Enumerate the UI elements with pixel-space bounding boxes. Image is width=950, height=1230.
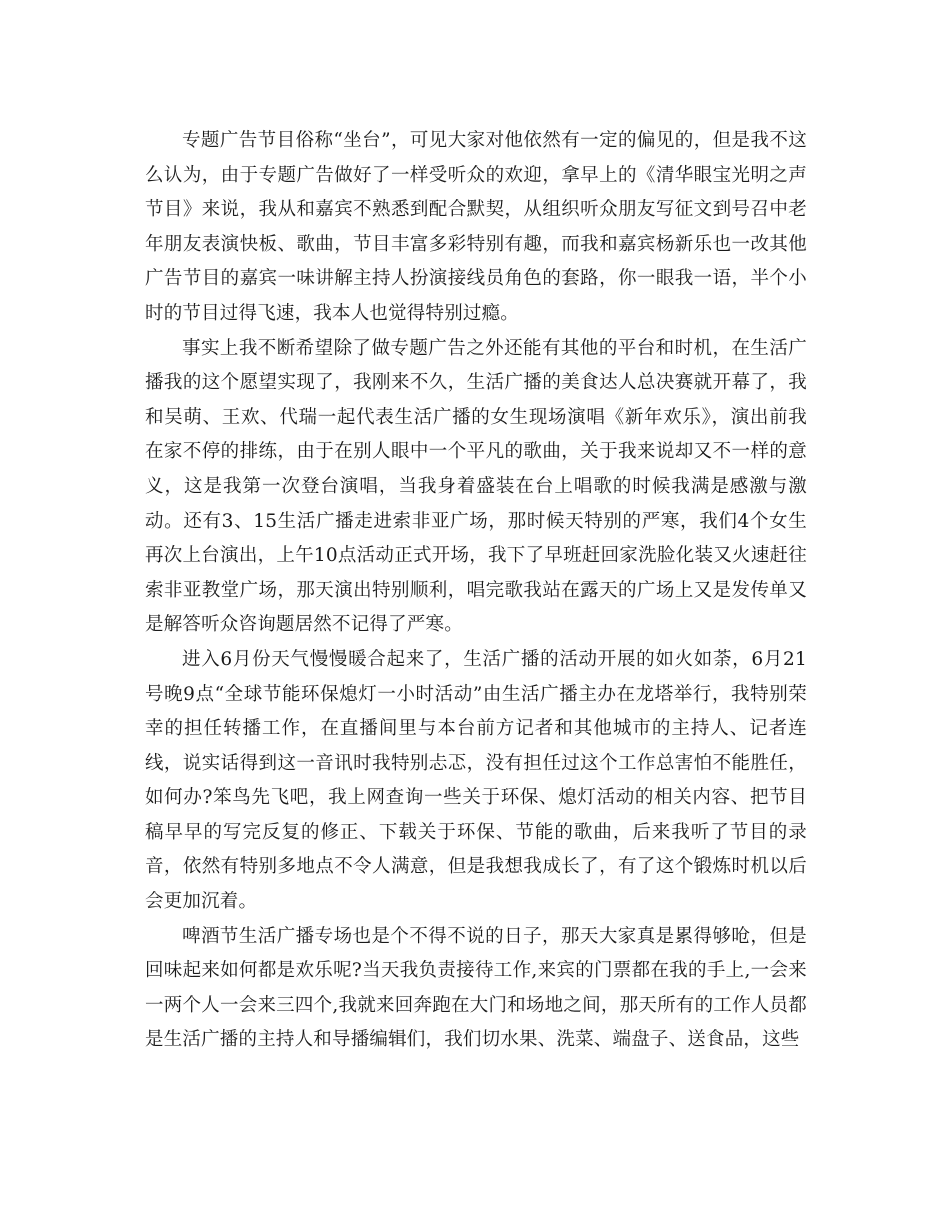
paragraph-1: 专题广告节目俗称“坐台”，可见大家对他依然有一定的偏见的，但是我不这么认为，由于专题广告做好了一样受听众的欢迎，拿早上的《清华眼宝光明之声节目》来说，我从和嘉宾不熟悉到配合默契，从组织听众朋友写征文到号召中老年朋友表演快板、歌曲，节目丰富多彩特别有趣，而我和嘉宾杨新乐也一改其他广告节目的嘉宾一味讲解主持人扮演接线员角色的套路，你一眼我一语，半个小时的节目过得飞速，我本人也觉得特别过瘾。 [145,130,807,324]
paragraph-4: 啤酒节生活广播专场也是个不得不说的日子，那天大家真是累得够呛，但是回味起来如何都是欢乐呢?当天我负责接待工作,来宾的门票都在我的手上,一会来一两个人一会来三四个,我就来回奔跑在大门和场地之间，那天所有的工作人员都是生活广播的主持人和导播编辑们，我们切水果、洗菜、端盘子、送食品，这些 [145,925,807,1051]
paragraph-3: 进入6月份天气慢慢暖合起来了，生活广播的活动开展的如火如荼，6月21号晚9点“全球节能环保熄灯一小时活动”由生活广播主办在龙塔举行，我特别荣幸的担任转播工作，在直播间里与本台前方记者和其他城市的主持人、记者连线，说实话得到这一音讯时我特别忐忑，没有担任过这个工作总害怕不能胜任，如何办?笨鸟先飞吧，我上网查询一些关于环保、熄灯活动的相关内容、把节目稿早早的写完反复的修正、下载关于环保、节能的歌曲，后来我听了节目的录音，依然有特别多地点不令人满意，但是我想我成长了，有了这个锻炼时机以后会更加沉着。 [145,648,807,913]
paragraph-2: 事实上我不断希望除了做专题广告之外还能有其他的平台和时机，在生活广播我的这个愿望实现了，我刚来不久，生活广播的美食达人总决赛就开幕了，我和吴萌、王欢、代瑞一起代表生活广播的女生现场演唱《新年欢乐》，演出前我在家不停的排练，由于在别人眼中一个平凡的歌曲，关于我来说却又不一样的意义，这是我第一次登台演唱，当我身着盛装在台上唱歌的时候我满是感激与激动。还有3、15生活广播走进索非亚广场，那时候天特别的严寒，我们4个女生再次上台演出，上午10点活动正式开场，我下了早班赶回家洗脸化装又火速赶往索非亚教堂广场，那天演出特别顺利，唱完歌我站在露天的广场上又是发传单又是解答听众咨询题居然不记得了严寒。 [145,337,807,636]
document-body [145,124,807,1058]
